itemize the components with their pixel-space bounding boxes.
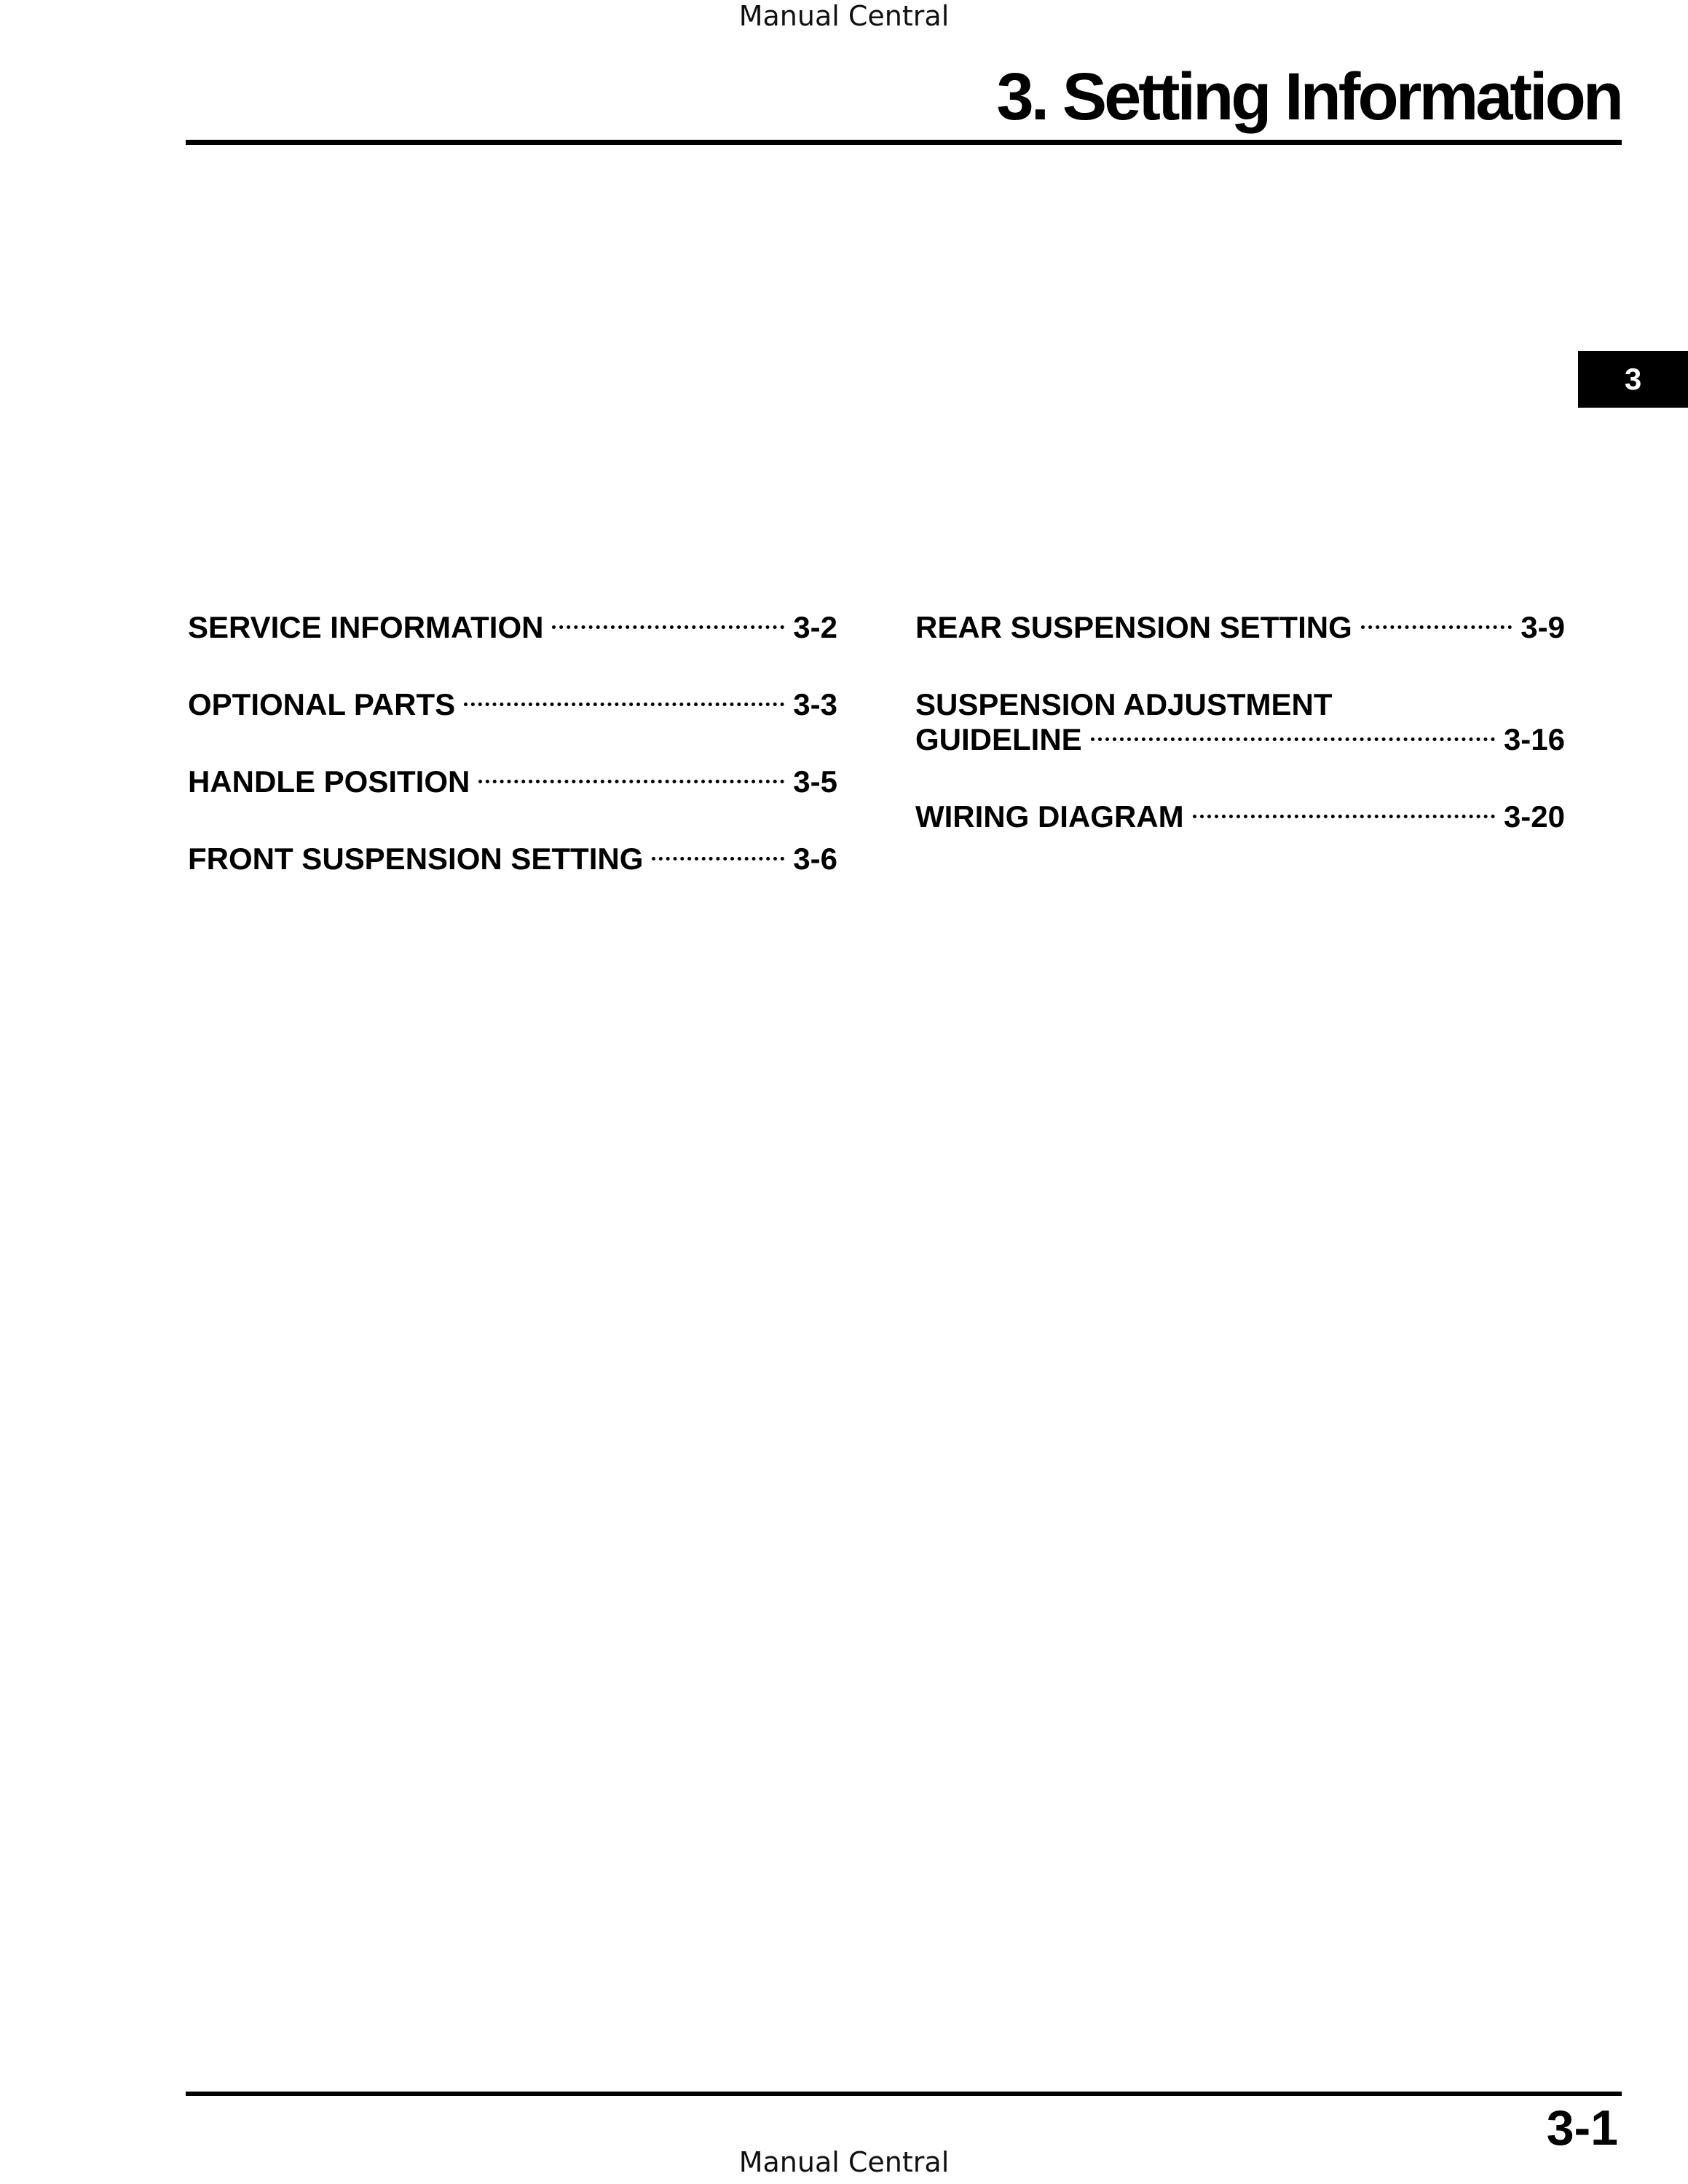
toc-leader-dots <box>1091 737 1495 741</box>
toc-entry-page: 3-20 <box>1503 799 1565 834</box>
toc-entry-label: OPTIONAL PARTS <box>188 687 456 721</box>
toc-entry-page: 3-9 <box>1521 610 1565 644</box>
toc-entry-label-line1: SUSPENSION ADJUSTMENT <box>915 687 1333 721</box>
toc-leader-dots <box>1361 625 1513 629</box>
toc-entry-page: 3-16 <box>1503 722 1565 756</box>
toc-entry-label: HANDLE POSITION <box>188 764 470 799</box>
toc-entry-label: REAR SUSPENSION SETTING <box>915 610 1352 644</box>
toc-leader-dots <box>652 857 784 860</box>
toc-entry-optional-parts[interactable] <box>188 687 837 722</box>
toc-entry-front-suspension-setting[interactable] <box>188 842 837 877</box>
chapter-title: 3. Setting Information <box>996 60 1621 134</box>
footer-rule <box>186 2092 1622 2096</box>
toc-entry-suspension-adjustment-guideline[interactable] <box>915 687 1565 757</box>
toc-entry-page: 3-3 <box>793 687 837 721</box>
running-header: Manual Central <box>738 0 950 32</box>
toc-leader-dots <box>478 780 784 783</box>
toc-entry-page: 3-6 <box>793 842 837 876</box>
running-footer: Manual Central <box>738 2146 950 2178</box>
toc-leader-dots <box>552 625 784 629</box>
toc-leader-dots <box>464 703 784 706</box>
page-number: 3-1 <box>1546 2100 1618 2156</box>
toc-entry-label: FRONT SUSPENSION SETTING <box>188 842 644 876</box>
toc-entry-label: WIRING DIAGRAM <box>915 799 1184 834</box>
toc-entry-wiring-diagram[interactable] <box>915 799 1565 834</box>
toc-entry-label: SERVICE INFORMATION <box>188 610 544 644</box>
toc-entry-handle-position[interactable] <box>188 764 837 799</box>
chapter-tab: 3 <box>1578 351 1688 408</box>
toc-right-column <box>915 610 1565 877</box>
toc-entry-page: 3-5 <box>793 764 837 799</box>
toc-entry-service-information[interactable] <box>188 610 837 645</box>
toc-leader-dots <box>1193 815 1495 818</box>
header-rule <box>186 140 1622 145</box>
toc-entry-rear-suspension-setting[interactable] <box>915 610 1565 645</box>
toc-entry-page: 3-2 <box>793 610 837 644</box>
toc-left-column <box>188 610 837 919</box>
toc-entry-label: GUIDELINE <box>915 722 1082 756</box>
